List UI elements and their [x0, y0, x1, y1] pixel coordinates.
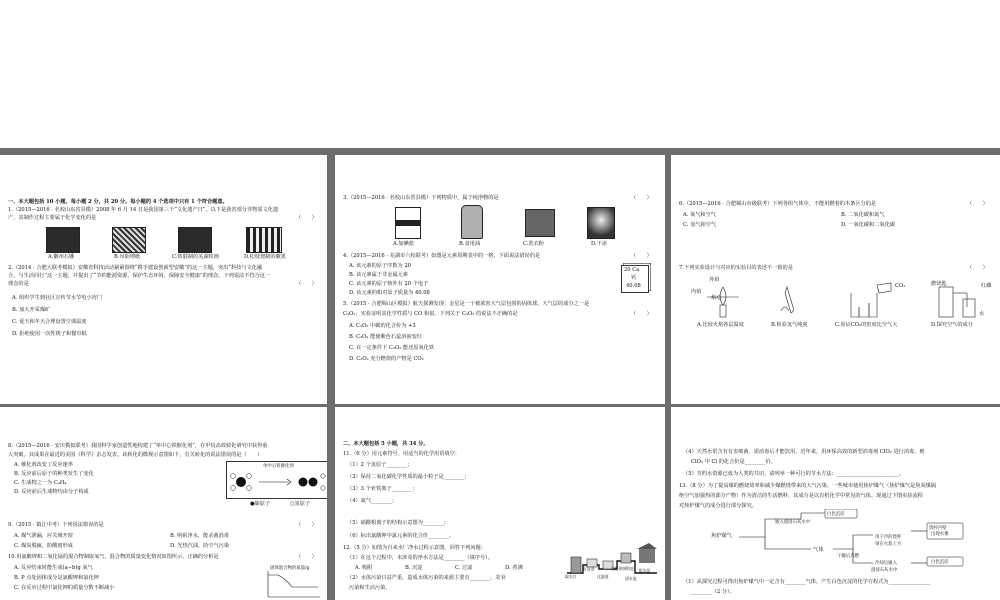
page-questions-3-5: [335, 155, 665, 404]
q1-text-2: 产，其制作过程主要属于化学变化的是: [8, 215, 97, 221]
q2-option-d: D. 拒绝使用一次性筷子和餐巾纸: [12, 331, 87, 337]
q6-option-b: B. 二氧化碳和氮气: [841, 212, 885, 218]
q3-option-c: C.洗衣粉: [523, 241, 544, 247]
legend-carbon: ●碳原子: [250, 501, 271, 507]
lab-apparatus-drawings: [701, 281, 991, 321]
water-plant-diagram: [563, 539, 661, 585]
q3-option-d: D.干冰: [591, 241, 607, 247]
flow-into-limewater: 澄清石灰水中: [871, 568, 898, 573]
q9-option-d: D. 光热汽油，防空气污染: [170, 543, 230, 549]
answer-bracket: （ ）: [631, 195, 652, 201]
q7-option-d: D.探究空气的成分: [931, 322, 973, 328]
flow-gas-source: 焦炉煤气: [711, 533, 732, 539]
q8-option-c: C. 生成物之一为 C₂H₄: [14, 480, 67, 486]
q11-item-5: （5）硝酸根离子的结构示意图为________；: [347, 520, 449, 526]
cell-element-name: 钙: [631, 275, 637, 281]
q2-text-3: 理念的是: [8, 281, 29, 287]
iodized-salt-image: [395, 207, 421, 239]
plant-label-pump: 配水泵: [639, 568, 651, 573]
q5-option-d: D. C₃O₂ 充分燃烧的产物是 CO₂: [349, 356, 424, 362]
label-co2: CO₂: [895, 283, 906, 289]
flow-cool-then: 冷却后通入: [875, 561, 897, 566]
q11-text: 11.（6 分）用元素符号、用适当的化学用语填空：: [343, 451, 460, 457]
q4-option-a: A. 该元素的原子序数为 20: [349, 263, 411, 269]
answer-bracket: （ ）: [296, 522, 317, 528]
plant-label-carbon: 活性炭吸附池: [611, 566, 634, 571]
section-1-heading: 一、本大题包括 10 小题，每小题 2 分，共 20 分。每小题的 4 个选项中只有 1 个符合题意。: [8, 199, 228, 205]
q13-part-1: （1）从探究过程可得出焦炉煤气中一定含有________气体，产生白色沉淀的化学方程式为________________: [683, 579, 931, 585]
q2-text-2: 合，与生活同行”这一主题，并提出了“节约能源资源，保护生态环境，保障安全健康”的理念。下列说法不符合这一: [8, 273, 271, 279]
dry-ice-image: [587, 207, 615, 239]
cell-atomic-mass: 40.08: [626, 283, 641, 289]
q1-option-b: B.阜阳剪纸: [114, 254, 141, 260]
q4-text: 4.（2015—2016 · 芜湖市六校联考）如图是元素周期表中的一格，下面说法错误的是: [343, 253, 541, 259]
q2-option-c: C. 夏天和冬天合理设置空调温度: [12, 319, 87, 325]
legend-hydrogen: ○氢原子: [290, 501, 311, 507]
q6-text: 6.（2015—2016 · 合肥蜀山市级联考）下列各组气体中，不能用燃着的木条区分的是: [679, 201, 877, 207]
q2-text: 2.（2014 · 合肥大联考模拟）安徽省科技活动紧紧围绕“携手建设创新型安徽”的这一主题，突出“科技与文化融: [8, 265, 263, 271]
plant-label-sedimentation: 沉淀池: [583, 566, 595, 571]
q5-option-a: A. C₃O₂ 中碳的化合价为 +3: [349, 323, 416, 329]
ink-stick-image: [246, 227, 282, 253]
q1-text: 1.（2015—2016 · 名校山东省县模）2008 年 6 月 14 日是我国第三个“文化遗产日”。以下是我省部分非物质文化遗: [8, 207, 279, 213]
label-red-phosphorus: 红磷: [981, 283, 992, 289]
q1-option-d: D.松枝烧制的徽墨: [244, 254, 286, 260]
flow-water-mist: 出现水雾: [931, 532, 949, 537]
bell-jar-icon: [939, 287, 975, 317]
periodic-table-cell: [621, 265, 649, 293]
test-tube-icon: [781, 287, 794, 313]
q9-option-c: C. 煤炭脱硫，防酸雨形成: [14, 543, 73, 549]
q12-text: 12.（5 分）如图为自来水厂净水过程示意图。回答下列问题：: [343, 545, 486, 551]
q2-option-a: A. 组织学生到社区宣传节水节电小窍门: [12, 295, 103, 301]
plant-label-clean-water: 清水池: [625, 576, 637, 581]
paper-cut-image: [112, 227, 146, 253]
reaction-diagram: [226, 461, 327, 499]
q12-part-2b: 污染和生活污染。: [349, 585, 391, 591]
q11-item-3: （3）3 个亚铁离子________；: [347, 486, 418, 492]
catalyst-label: 单中心铁催化剂: [263, 464, 294, 469]
q8-option-d: D. 反应前后生成物均由分子构成: [14, 489, 89, 495]
q3-option-a: A.加碘盐: [393, 241, 414, 247]
cooking-oil-image: [461, 205, 483, 239]
q12-option-d: D. 煮沸: [505, 565, 523, 571]
page-questions-11-12: [335, 407, 665, 600]
q1-option-a: A.徽州石雕: [48, 254, 75, 260]
q4-option-c: C. 该元素的原子核外有 20 个电子: [349, 281, 429, 287]
q10-option-b: B. P 点处固体成分是氯酸钾和氯化钾: [14, 575, 99, 581]
answer-bracket: （ ）: [967, 201, 988, 207]
q12-part-1: （1）在这个过程中，未涉及的净水方法是________（填序号）。: [347, 555, 493, 561]
q9-option-a: A. 煤气泄漏，应关阀开窗: [14, 533, 73, 539]
page-questions-6-7: [671, 155, 1000, 404]
label-spoon: 燃烧匙: [931, 281, 947, 287]
q13-part-1b: ________（2 分）。: [691, 589, 735, 595]
section-2-heading: 二、本大题包括 5 小题，共 34 分。: [343, 441, 429, 447]
q5-text-2: C₃O₂，实验证明其化学性质与 CO 相似。下列关于 C₃O₂ 的说法不正确的是: [343, 311, 518, 317]
answer-bracket: （ ）: [296, 554, 317, 560]
answer-bracket: （ ）: [631, 311, 652, 317]
q9-text: 9.（2015 · 镇江中考）下列说法错误的是: [8, 522, 104, 528]
q4-option-b: B. 该元素属于非金属元素: [349, 272, 408, 278]
answer-bracket: （ ）: [296, 281, 317, 287]
mass-graph-label: 固体混合物的质量/g: [270, 566, 310, 571]
q5-option-c: C. 在一定条件下 C₃O₂ 能还原氧化铁: [349, 345, 435, 351]
flow-gas: 气体: [813, 547, 824, 553]
flow-over-flame: 罩在火焰上方: [875, 542, 902, 547]
q8-option-b: B. 反应前后原子的种类发生了变化: [14, 471, 94, 477]
q12-option-b: B. 沉淀: [405, 565, 423, 571]
q5-text: 5.（2015 · 合肥蜀山区模拟）航天探测发现：金星是一个被浓密大气层包围的固体球，大气层的成分之一是: [343, 301, 590, 307]
q8-text-2: 大突破。其成果在最近的美国《科学》杂志发表。该转化的微观示意图如下，有关转化的说法错误的是（ ）: [8, 452, 263, 458]
flow-beaker-wall: 烧杯内壁: [929, 526, 947, 531]
answer-bracket: （ ）: [967, 265, 988, 271]
flow-white-precipitate: 白色沉淀: [827, 512, 845, 517]
q10-text: 10.用氯酸钾和二氧化锰的混合物制取氧气，混合物的质量变化情况如图所示。正确的分析是: [8, 554, 219, 560]
q7-option-a: A.比较火焰各层温度: [697, 322, 744, 328]
flow-dry-ignite: 干燥后点燃: [837, 554, 859, 559]
q6-option-c: C. 氢气和空气: [683, 222, 717, 228]
label-outer-flame: 内焰: [691, 289, 702, 295]
q12-option-a: A. 吸附: [355, 565, 373, 571]
q12-part-5: （5）节约水资源已成为人类的共识，请列举一种可行的节水方法：________________________。: [683, 471, 905, 477]
q7-option-c: C.验证CO₂的密度比空气大: [835, 322, 898, 328]
plant-label-intake: 取水口: [565, 574, 577, 579]
beaker-candles-icon: [851, 283, 891, 317]
q5-option-b: B. C₃O₂ 能使紫色石蕊溶液变红: [349, 334, 423, 340]
q2-option-b: B. 加大开采煤矿: [12, 307, 51, 313]
q7-option-b: B.检验氢气纯度: [771, 322, 808, 328]
flow-step-limewater: 通入澄清石灰水中: [775, 520, 811, 525]
q12-option-c: C. 过滤: [455, 565, 473, 571]
q4-option-d: D. 该元素的相对原子质量为 40.08: [349, 290, 430, 296]
q11-item-4: （4）氦气________；: [347, 498, 397, 504]
q12-part-4b: ClO₂ 中 Cl 的化合价是________价。: [691, 459, 776, 465]
q12-part-2: （2）水体污染日益严重，造成水体污染的来源主要有________、农业: [347, 575, 506, 581]
flow-cold-beaker: 用干冷的烧杯: [875, 535, 902, 540]
cell-number-symbol: 20 Ca: [624, 267, 640, 273]
mass-graph: [262, 569, 322, 599]
answer-bracket: （ ）: [631, 253, 652, 259]
flow-white-precipitate-2: 白色沉淀: [931, 560, 949, 565]
page-questions-1-2: [0, 155, 327, 404]
q13-text-2: 绝空气加强热的部分产物）作为清洁的生活燃料，其成分是以有机化学中常见的气体。现通过下图实验流程: [679, 493, 923, 499]
q8-text: 8.（2015—2016 · 安庆模拟联考）我国科学家创造性地构建了“单中心铁催化剂”，在甲烷高效转化研究中获得重: [8, 443, 268, 449]
q12-part-4: （4）天然水常含有有害细菌，需消毒后才能饮用。近年来，用环保高效的新型消毒剂 ClO₂ 进行消毒，则: [683, 449, 925, 455]
q9-option-b: B. 明矾净水，能杀菌消毒: [170, 533, 229, 539]
label-flame-core: 焰心: [711, 295, 722, 301]
q10-option-c: C. 在反应过程中氯化钾的质量分数不断减小: [14, 585, 115, 591]
q3-text: 3.（2015—2016 · 名校山东省县模）下列物质中，属于纯净物的是: [343, 195, 499, 201]
answer-bracket: （ ）: [296, 215, 317, 221]
q7-text: 7.下列实验设计与对应的实验目的表述不一致的是: [679, 265, 793, 271]
label-inner-flame: 外焰: [709, 277, 720, 283]
q10-option-a: A. 反应结束时能生成(a−b)g 氧气: [14, 565, 93, 571]
q6-option-a: A. 氧气和空气: [683, 212, 716, 218]
molecule-drawing: [227, 468, 327, 498]
page-questions-8-10: [0, 407, 327, 600]
q13-text-3: 对焦炉煤气的成分进行部分探究。: [679, 503, 757, 509]
q8-option-a: A. 催化剂改变了反应速率: [14, 462, 73, 468]
q11-item-6: （6）标出氯酸钾中氯元素的化合价________。: [347, 533, 455, 539]
label-water: 水: [979, 311, 985, 317]
q11-item-2: （2）保持二氧化碳化学性质的最小粒子是________；: [347, 474, 470, 480]
q1-option-c: C.铁锻制的芜湖铁画: [172, 254, 219, 260]
q13-text: 13.（8 分）为了提高煤的燃烧效率和减少煤燃烧带来的大气污染，一些城市使用焦炉煤气（焦炉煤气是焦炭煤隔: [679, 483, 937, 489]
page-questions-12-13: [671, 407, 1000, 600]
q3-option-b: B.食用油: [459, 241, 481, 247]
plant-label-filtration: 过滤池: [597, 574, 609, 579]
stone-carving-image: [46, 227, 80, 253]
iron-painting-image: [178, 227, 212, 253]
q11-item-1: （1）2 个氢原子________；: [347, 462, 413, 468]
q6-option-d: D. 一氧化碳和二氧化碳: [841, 222, 895, 228]
detergent-image: [525, 209, 555, 237]
blank-page-top: [0, 0, 1000, 148]
